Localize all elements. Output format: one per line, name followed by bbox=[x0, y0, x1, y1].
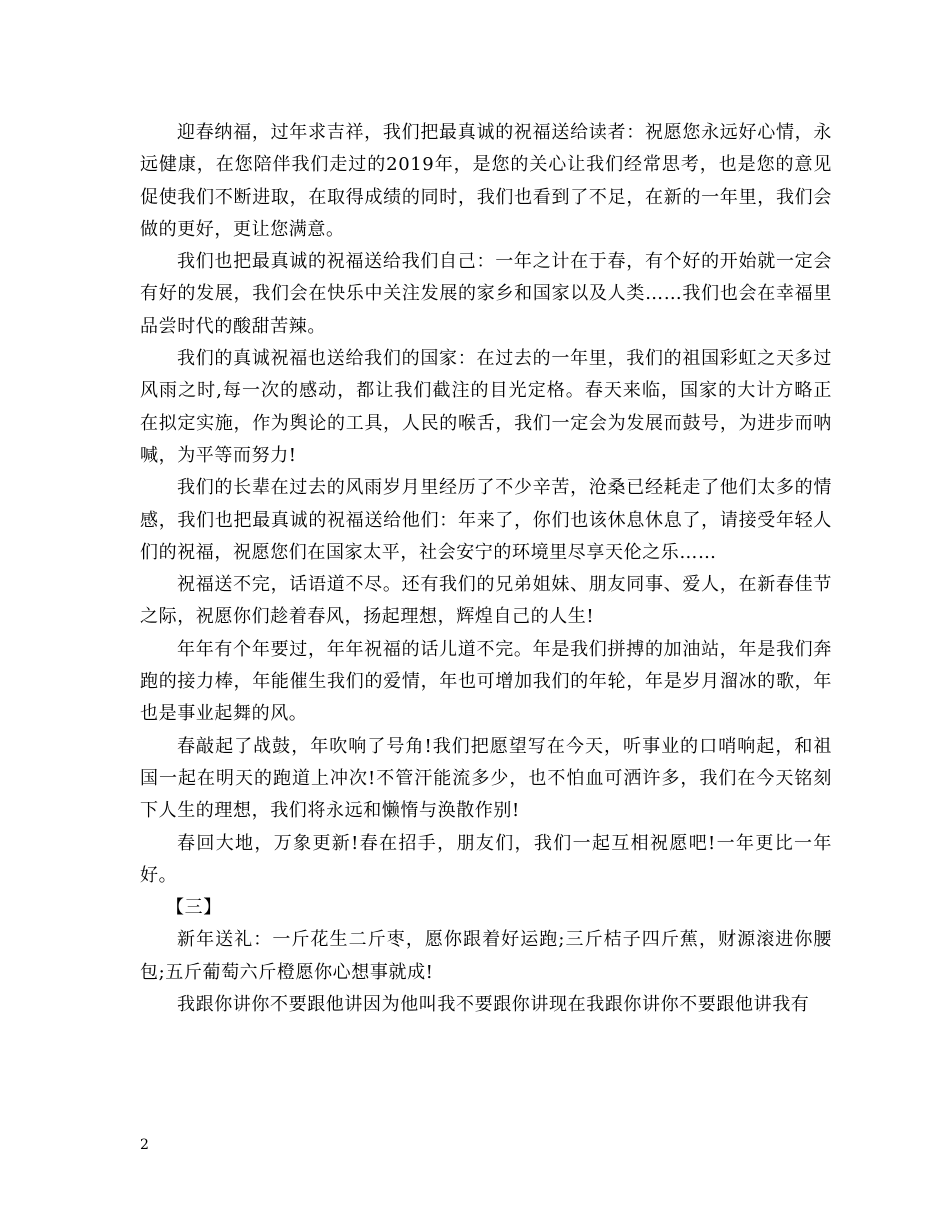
document-body bbox=[140, 117, 832, 1021]
paragraph-greeting-family: 祝福送不完，话语道不尽。还有我们的兄弟姐妹、朋友同事、爱人，在新春佳节之际，祝愿你们趁着春风，扬起理想，辉煌自己的人生! bbox=[140, 574, 832, 628]
paragraph-spring-drums: 春敲起了战鼓，年吹响了号角!我们把愿望写在今天，听事业的口哨响起，和祖国一起在明天的跑道上冲次!不管汗能流多少，也不怕血可洒许多，我们在今天铭刻下人生的理想，我们将永远和懒惰与涣散作别! bbox=[140, 735, 832, 822]
paragraph-tongue-twister: 我跟你讲你不要跟他讲因为他叫我不要跟你讲现在我跟你讲你不要跟他讲我有 bbox=[177, 994, 810, 1016]
paragraph-spring-returns: 春回大地，万象更新!春在招手，朋友们，我们一起互相祝愿吧!一年更比一年好。 bbox=[140, 832, 832, 886]
paragraph-greeting-ourselves: 我们也把最真诚的祝福送给我们自己：一年之计在于春，有个好的开始就一定会有好的发展，我们会在快乐中关注发展的家乡和国家以及人类……我们也会在幸福里品尝时代的酸甜苦辣。 bbox=[140, 251, 832, 337]
page-number: 2 bbox=[140, 1137, 149, 1153]
section-heading: 【三】 bbox=[166, 897, 222, 919]
paragraph-new-year-gift: 新年送礼：一斤花生二斤枣，愿你跟着好运跑;三斤桔子四斤蕉，财源滚进你腰包;五斤葡萄六斤橙愿你心想事就成! bbox=[140, 929, 832, 983]
paragraph-greeting-readers: 迎春纳福，过年求吉祥，我们把最真诚的祝福送给读者：祝愿您永远好心情，永远健康，在您陪伴我们走过的2019年，是您的关心让我们经常思考，也是您的意见促使我们不断进取，在取得成绩的同时，我们也看到了不足，在新的一年里，我们会做的更好，更让您满意。 bbox=[140, 122, 832, 240]
paragraph-greeting-country: 我们的真诚祝福也送给我们的国家：在过去的一年里，我们的祖国彩虹之天多过风雨之时,每一次的感动，都让我们截注的目光定格。春天来临，国家的大计方略正在拟定实施，作为舆论的工具，人民的喉舌，我们一定会为发展而鼓号，为进步而呐喊，为平等而努力! bbox=[140, 348, 832, 466]
paragraph-greeting-elders: 我们的长辈在过去的风雨岁月里经历了不少辛苦，沧桑已经耗走了他们太多的情感，我们也把最真诚的祝福送给他们：年来了，你们也该休息休息了，请接受年轻人们的祝福，祝愿您们在国家太平，社会安宁的环境里尽享天伦之乐…… bbox=[140, 477, 832, 563]
paragraph-new-year: 年年有个年要过，年年祝福的话儿道不完。年是我们拼搏的加油站，年是我们奔跑的接力棒，年能催生我们的爱情，年也可增加我们的年轮，年是岁月溜冰的歌，年也是事业起舞的风。 bbox=[140, 638, 832, 725]
